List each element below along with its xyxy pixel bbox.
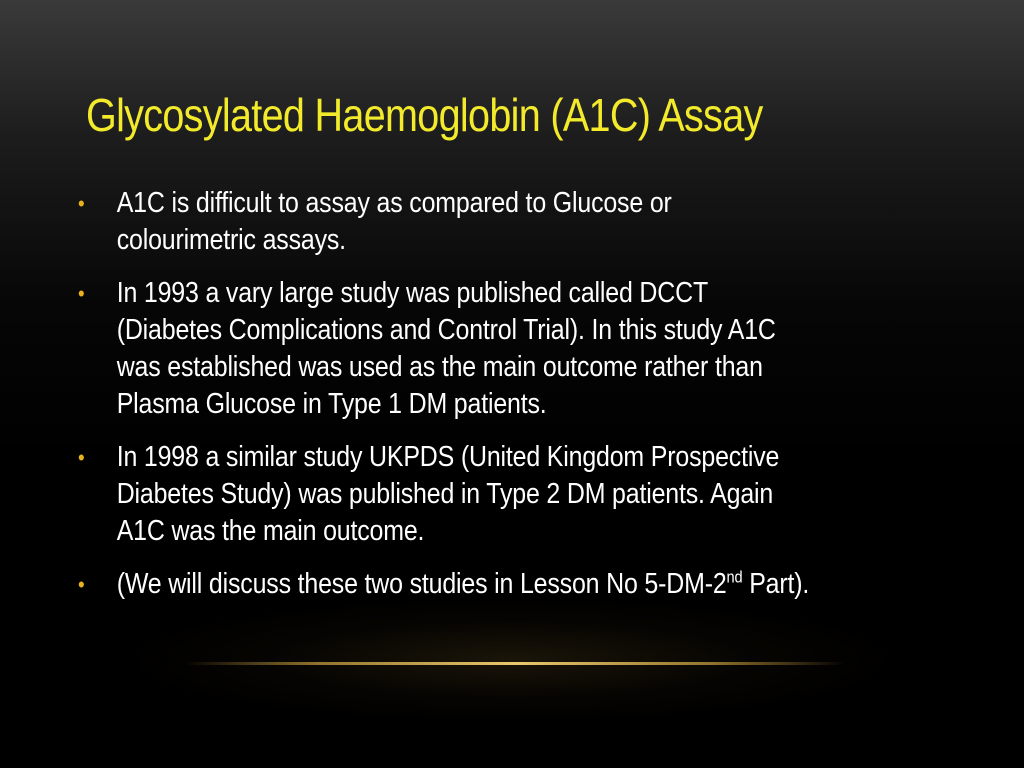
bullet-icon: • <box>78 445 85 470</box>
slide-title: Glycosylated Haemoglobin (A1C) Assay <box>86 89 763 141</box>
bullet-icon: • <box>78 281 85 306</box>
bullet-4-text-after-superscript: Part). <box>742 568 810 600</box>
bullet-icon: • <box>78 191 85 216</box>
bullet-3-line-2: Diabetes Study) was published in Type 2 DM patients. Again <box>116 478 774 510</box>
bullet-3-line-1: In 1998 a similar study UKPDS (United Kingdom Prospective <box>116 441 780 473</box>
bullet-2-line-3: was established was used as the main outcome rather than <box>116 351 763 383</box>
bullet-2-line-2: (Diabetes Complications and Control Trial). In this study A1C <box>116 314 776 346</box>
bullet-2-line-4: Plasma Glucose in Type 1 DM patients. <box>116 388 547 420</box>
bullet-item-4 <box>78 566 904 603</box>
bullet-item-1 <box>78 185 904 259</box>
bullet-4-text-before-superscript: (We will discuss these two studies in Lesson No 5-DM-2 <box>116 568 727 600</box>
bullet-1-line-2: colourimetric assays. <box>116 224 346 256</box>
ordinal-superscript: nd <box>726 567 743 587</box>
bullet-1-line-1: A1C is difficult to assay as compared to Glucose or <box>116 187 672 219</box>
bullet-item-2 <box>78 275 904 423</box>
bullet-icon: • <box>78 572 85 597</box>
bullet-list <box>78 185 904 619</box>
bullet-item-3 <box>78 439 904 550</box>
bullet-3-line-3: A1C was the main outcome. <box>116 515 425 547</box>
bullet-2-line-1: In 1993 a vary large study was published called DCCT <box>116 277 709 309</box>
gold-divider-line <box>185 662 845 665</box>
